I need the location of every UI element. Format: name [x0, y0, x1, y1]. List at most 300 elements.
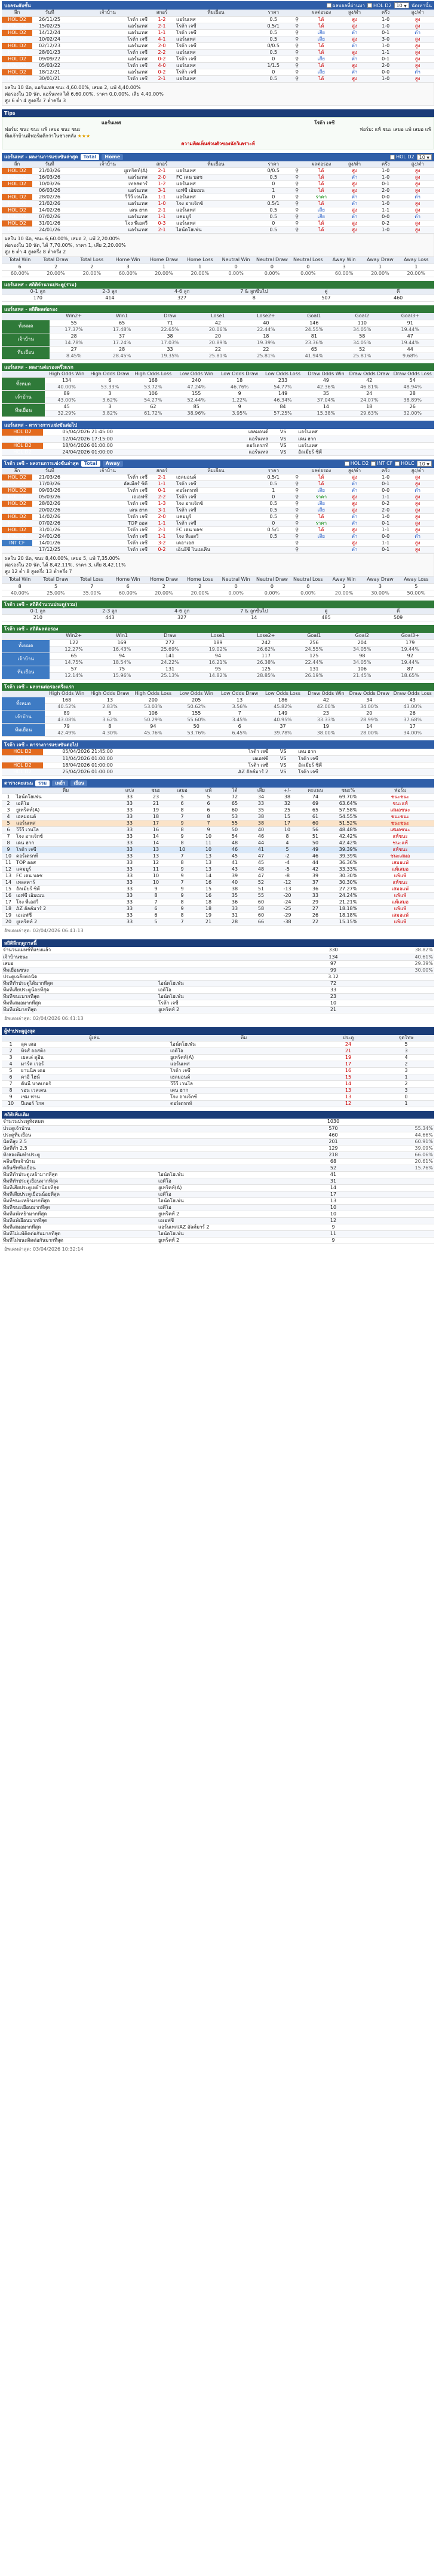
- odds-icon[interactable]: ⚲: [290, 56, 304, 62]
- scorer-rank: 4: [2, 1061, 20, 1068]
- away-team-link[interactable]: แอร์นเทส: [175, 62, 257, 69]
- tab-standings-away[interactable]: เยือน: [70, 780, 87, 786]
- home-team-link[interactable]: แอร์นเทส: [67, 42, 149, 49]
- tab-away[interactable]: Away: [103, 461, 123, 467]
- stat-team: [157, 1151, 300, 1158]
- column-header: High Odds Draw: [88, 691, 131, 697]
- ou-result: ต่ำ: [339, 201, 370, 207]
- home-team-link[interactable]: แอร์นเทส: [67, 56, 149, 62]
- league-badge: HOL D2: [2, 29, 32, 36]
- standings-ga: 51: [248, 886, 274, 893]
- away-team-link[interactable]: โจง พีเอสวี: [175, 534, 257, 540]
- stat-value: 6: [218, 724, 261, 730]
- stat-percent: 14.82%: [194, 672, 242, 679]
- away-team-link[interactable]: FC เดน บอช: [175, 174, 257, 181]
- column-header: High Odds Loss: [131, 691, 174, 697]
- stat-team: [157, 1125, 300, 1132]
- odds-icon[interactable]: ⚲: [290, 49, 304, 56]
- away-team-link[interactable]: เอฟซี เอ็มเมน: [175, 188, 257, 194]
- home-team-link[interactable]: แอร์นเทส: [67, 214, 149, 220]
- home-team-link[interactable]: แอร์นเทส: [67, 174, 149, 181]
- match-score: 1-1: [149, 520, 175, 527]
- wdl-count: 2: [146, 583, 182, 590]
- standings-d: 8: [169, 860, 195, 866]
- away-team-link[interactable]: แอร์นเทส: [297, 429, 434, 436]
- stat-team[interactable]: เอดีโอ: [157, 1191, 300, 1197]
- home-team-link[interactable]: เทลสตาร์: [67, 181, 149, 188]
- odds-icon[interactable]: ⚲: [290, 201, 304, 207]
- team-link[interactable]: เอดีโอ: [15, 801, 116, 807]
- home-team-link[interactable]: โรด้า เจซี: [67, 75, 149, 82]
- odds-icon[interactable]: ⚲: [290, 75, 304, 82]
- away-team-link[interactable]: FC เดน บอช: [175, 527, 257, 534]
- stat-team[interactable]: โรด้า เจซี: [157, 1000, 300, 1006]
- odds-icon[interactable]: ⚲: [290, 501, 304, 507]
- odds-icon[interactable]: ⚲: [290, 474, 304, 481]
- match-score: 2-1: [149, 227, 175, 234]
- stat-percent: 1.22%: [218, 397, 261, 404]
- standings-w: 6: [143, 912, 169, 919]
- home-team-link[interactable]: ยูเทร็คท์(A): [67, 168, 149, 174]
- home-team-link[interactable]: อัลเมียร์ ซิตี้: [67, 481, 149, 488]
- away-team-link[interactable]: เอ็นอีซี ไนเมเคิน: [175, 547, 257, 553]
- odds-icon[interactable]: ⚲: [290, 527, 304, 534]
- away-team-link[interactable]: เดน ฮาก: [297, 436, 434, 442]
- team-link[interactable]: โจง อาแจ็กซ์: [169, 1094, 318, 1101]
- away-team-link[interactable]: โรด้า เจซี: [175, 494, 257, 501]
- stat-team[interactable]: ยูเทร็คท์ 2: [157, 1237, 300, 1243]
- scorers-header: ผู้ทำประตูสูงสุด: [2, 1027, 434, 1035]
- away-team-link[interactable]: โรด้า เจซี: [175, 481, 257, 488]
- odds-icon[interactable]: ⚲: [290, 62, 304, 69]
- home-team-link[interactable]: โรด้า เจซี: [67, 540, 149, 547]
- match-score: 0-2: [149, 69, 175, 75]
- match-score: 3-2: [149, 540, 175, 547]
- odds-icon[interactable]: ⚲: [290, 181, 304, 188]
- column-header: ลีก: [2, 161, 32, 168]
- stat-value: 570: [300, 1125, 366, 1132]
- away-team-link[interactable]: แคมบูร์: [175, 514, 257, 520]
- match-row: [2, 23, 434, 29]
- column-header: Home Win: [110, 257, 146, 264]
- column-header: Lose1: [194, 313, 242, 320]
- standings-pts: 27: [300, 906, 330, 912]
- odds-icon[interactable]: ⚲: [290, 194, 304, 201]
- goals-count: 19: [318, 1055, 378, 1061]
- ou-result: สูง: [339, 207, 370, 214]
- ou-result: สูง: [339, 227, 370, 234]
- home-team-link[interactable]: โรด้า เจซี: [132, 762, 269, 768]
- stat-row: [2, 1171, 434, 1178]
- goals-count: 12: [318, 1101, 378, 1107]
- column-header: Draw Odds Loss: [391, 691, 434, 697]
- team-link[interactable]: เดน ฮาก: [15, 840, 116, 847]
- ht-ou-result: สูง: [401, 501, 434, 507]
- wdl-count: 2: [326, 583, 362, 590]
- stat-value: 11: [300, 1230, 366, 1237]
- standings-ga: 40: [248, 827, 274, 834]
- match-score: 3-1: [149, 507, 175, 514]
- home-team-link[interactable]: โจง พีเอสวี: [67, 220, 149, 227]
- team-link[interactable]: เทลสตาร์: [15, 880, 116, 886]
- home-team-link[interactable]: แอร์นเทส: [67, 29, 149, 36]
- odds-icon[interactable]: ⚲: [290, 520, 304, 527]
- home-team-link[interactable]: TOP ออส: [67, 520, 149, 527]
- team-link[interactable]: เฮลมอนด์: [169, 1074, 318, 1081]
- odds-icon[interactable]: ⚲: [290, 23, 304, 29]
- away-team-link[interactable]: เฮลมอนด์: [175, 474, 257, 481]
- away-team-link[interactable]: แอร์นเทส: [175, 16, 257, 23]
- odds-icon[interactable]: ⚲: [290, 42, 304, 49]
- home-team-link[interactable]: โรด้า เจซี: [67, 514, 149, 520]
- away-team-link[interactable]: แอร์นเทส: [175, 36, 257, 42]
- odds-icon[interactable]: ⚲: [290, 16, 304, 23]
- stat-row: [2, 1119, 434, 1125]
- home-ou-table: [2, 371, 434, 418]
- halftime-score: 0-1: [370, 56, 401, 62]
- handicap-value: 0.5: [257, 16, 290, 23]
- home-team-link[interactable]: โรด้า เจซี: [67, 534, 149, 540]
- team-link[interactable]: ดอร์เดรกท์: [169, 1101, 318, 1107]
- home-team-link[interactable]: แอร์นเทส: [67, 188, 149, 194]
- away-team-link[interactable]: แอร์นเทส: [175, 168, 257, 174]
- away-team-link[interactable]: โรด้า เจซี: [175, 23, 257, 29]
- standings-ga: 55: [248, 893, 274, 899]
- halftime-score: 0-0: [370, 69, 401, 75]
- stat-team[interactable]: เอดีโอ: [157, 987, 300, 993]
- stat-team[interactable]: แอร์นเทส/AZ อัลค์มาร์ 2: [157, 1224, 300, 1230]
- team-form: แพ้ชนะ: [366, 847, 434, 853]
- team-link[interactable]: โรด้า เจซี: [15, 847, 116, 853]
- home-league-filter[interactable]: HOL D2: [390, 154, 414, 160]
- away-team-link[interactable]: ดอร์เดรกท์: [175, 488, 257, 494]
- home-team-link[interactable]: วีวีวี เวนโล: [67, 194, 149, 201]
- away-team-link[interactable]: แอร์นเทส: [175, 220, 257, 227]
- ht-ou-result: สูง: [401, 474, 434, 481]
- standings-d: 9: [169, 873, 195, 880]
- standings-pct: 36.36%: [330, 860, 366, 866]
- odds-icon[interactable]: ⚲: [290, 168, 304, 174]
- team-link[interactable]: โจง พีเอสวี: [15, 899, 116, 906]
- standings-p: 33: [116, 893, 143, 899]
- team-link[interactable]: วีวีวี เวนโล: [15, 827, 116, 834]
- odds-icon[interactable]: ⚲: [290, 534, 304, 540]
- scorers-table: [2, 1035, 434, 1108]
- column-header: Goal1: [290, 633, 338, 639]
- team-link[interactable]: แคมบูร์: [15, 866, 116, 873]
- standings-gf: 35: [222, 893, 248, 899]
- home-team-link[interactable]: โรด้า เจซี: [67, 474, 149, 481]
- stat-percent-row: [2, 411, 434, 417]
- home-team-link[interactable]: AZ อัลค์มาร์ 2: [132, 768, 269, 775]
- stat-label: เจ้าบ้าน: [2, 710, 45, 724]
- home-team-link[interactable]: แอร์นเทส: [67, 201, 149, 207]
- goal-count: 507: [290, 295, 363, 302]
- stat-value: 168: [45, 697, 88, 704]
- away-count-select[interactable]: 10 ▼: [417, 461, 432, 467]
- team-link[interactable]: โจง อาแจ็กซ์: [15, 834, 116, 840]
- team-link[interactable]: TOP ออส: [15, 860, 116, 866]
- away-team-link[interactable]: อัลเมียร์ ซิตี้: [297, 762, 434, 768]
- home-team-link[interactable]: โรด้า เจซี: [67, 62, 149, 69]
- standings-pct: 57.58%: [330, 807, 366, 814]
- home-team-link[interactable]: เดน ฮาก: [67, 207, 149, 214]
- wdl-percent: 0.00%: [218, 590, 254, 596]
- odds-icon[interactable]: ⚲: [290, 220, 304, 227]
- tab-total-away[interactable]: Total: [81, 461, 100, 467]
- stat-percent: 24.22%: [146, 659, 194, 666]
- stat-team[interactable]: ยูเทร็คท์ 2: [157, 1006, 300, 1013]
- ht-ou-result: สูง: [401, 62, 434, 69]
- column-header: Goal1: [290, 313, 338, 320]
- halftime-score: 0-1: [370, 520, 401, 527]
- stat-team[interactable]: ไอน์ดโฮเฟ่น: [157, 993, 300, 1000]
- handicap-value: [257, 540, 290, 547]
- home-team-link[interactable]: เอเอฟซี: [67, 494, 149, 501]
- odds-icon[interactable]: ⚲: [290, 547, 304, 553]
- rank-position: 12: [2, 866, 15, 873]
- home-team-link[interactable]: โรด้า เจซี: [67, 547, 149, 553]
- home-team-link[interactable]: แอร์นเทส: [132, 436, 269, 442]
- team-link[interactable]: FC เดน บอช: [15, 873, 116, 880]
- halftime-score: 0-0: [370, 214, 401, 220]
- team-link[interactable]: เดน ฮาก: [169, 1088, 318, 1094]
- wdl-percent: 40.00%: [2, 590, 38, 596]
- away-team-link[interactable]: แอร์นเทส: [297, 442, 434, 449]
- ou-result: สูง: [339, 494, 370, 501]
- tab-standings-home[interactable]: เหย้า: [52, 780, 68, 786]
- stat-label: ทีมเยือน: [2, 724, 45, 737]
- match-score: 0-2: [149, 547, 175, 553]
- stat-percent: 37.04%: [305, 397, 348, 404]
- stat-percent-row: [2, 659, 434, 666]
- team-link[interactable]: ยูเทร็คท์(A): [15, 807, 116, 814]
- vs-label: VS: [269, 436, 297, 442]
- team-link[interactable]: ไอน์ดโฮเฟ่น: [15, 794, 116, 801]
- vs-label: VS: [269, 762, 297, 768]
- column-header: วันที่: [32, 10, 67, 16]
- home-team-link[interactable]: โรด้า เจซี: [132, 749, 269, 755]
- column-header: Total Draw: [38, 257, 73, 264]
- away-team-link[interactable]: โรด้า เจซี: [175, 42, 257, 49]
- upcoming-row: [2, 429, 434, 436]
- team-link[interactable]: โรด้า เจซี: [169, 1068, 318, 1074]
- home-team-link[interactable]: โรด้า เจซี: [67, 501, 149, 507]
- away-team-link[interactable]: โรด้า เจซี: [175, 520, 257, 527]
- league-badge: HOL D2: [2, 16, 32, 23]
- stat-team[interactable]: เอดีโอ: [157, 1204, 300, 1211]
- stat-row: [2, 947, 434, 954]
- stat-team[interactable]: ไอน์ดโฮเฟ่น: [157, 1197, 300, 1204]
- odds-icon[interactable]: ⚲: [290, 174, 304, 181]
- halftime-score: 0-1: [370, 181, 401, 188]
- away-team-link[interactable]: ไอน์ดโฮเฟ่น: [175, 227, 257, 234]
- away-league-filter-3[interactable]: HOLC: [395, 461, 414, 466]
- team-link[interactable]: วีวีวี เวนโล: [169, 1081, 318, 1088]
- home-team-link[interactable]: แอร์นเทส: [67, 23, 149, 29]
- away-team-link[interactable]: อัลเมียร์ ซิตี้: [297, 449, 434, 455]
- away-team-link[interactable]: แอร์นเทส: [175, 75, 257, 82]
- team-link[interactable]: เฮลมอนด์: [15, 814, 116, 820]
- away-team-link[interactable]: แอร์นเทส: [175, 207, 257, 214]
- stat-label: จำนวนประตูทั้งหมด: [2, 1119, 157, 1125]
- home-team-link[interactable]: เอเอฟซี: [132, 755, 269, 762]
- standings-pct: 30.30%: [330, 873, 366, 880]
- match-score: 2-1: [149, 527, 175, 534]
- home-team-link[interactable]: ดอร์เดรกท์: [132, 442, 269, 449]
- standings-w: 10: [143, 873, 169, 880]
- home-team-link[interactable]: เดน ฮาก: [67, 507, 149, 514]
- stat-value: 21: [300, 1006, 366, 1013]
- stat-percent: 50.29%: [131, 717, 174, 724]
- match-row: [2, 42, 434, 49]
- stat-value: 200: [131, 697, 174, 704]
- away-team-link[interactable]: โจง อาแจ็กซ์: [175, 501, 257, 507]
- home-team-link[interactable]: แอร์นเทส: [67, 69, 149, 75]
- tab-standings-all[interactable]: รวม: [35, 780, 50, 786]
- away-team-link[interactable]: แอร์นเทส: [175, 49, 257, 56]
- home-team-link[interactable]: แอร์นเทส: [67, 227, 149, 234]
- standings-w: 14: [143, 840, 169, 847]
- past-results-checkbox[interactable]: ผลบอลที่ผ่านมา: [327, 2, 365, 10]
- standings-w: 8: [143, 893, 169, 899]
- standings-ga: 38: [248, 814, 274, 820]
- away-team-link[interactable]: โรด้า เจซี: [297, 768, 434, 775]
- away-team-link[interactable]: เคอาเอส: [175, 540, 257, 547]
- away-team-link[interactable]: แอร์นเทส: [175, 194, 257, 201]
- odds-icon[interactable]: ⚲: [290, 507, 304, 514]
- team-link[interactable]: เอเอฟซี: [15, 912, 116, 919]
- tab-home[interactable]: Home: [102, 154, 123, 160]
- home-team-link[interactable]: โรด้า เจซี: [67, 488, 149, 494]
- odds-icon[interactable]: ⚲: [290, 29, 304, 36]
- away-team-link[interactable]: แคมบูร์: [175, 214, 257, 220]
- match-score: 1-1: [149, 534, 175, 540]
- penalty-count: 3: [378, 1048, 434, 1055]
- odds-icon[interactable]: ⚲: [290, 494, 304, 501]
- odds-icon[interactable]: ⚲: [290, 227, 304, 234]
- standings-gf: 36: [222, 899, 248, 906]
- odds-icon[interactable]: ⚲: [290, 36, 304, 42]
- home-team-link[interactable]: เฮลมอนด์: [132, 429, 269, 436]
- away-team-link[interactable]: โรด้า เจซี: [175, 56, 257, 62]
- home-team-link[interactable]: โรด้า เจซี: [67, 49, 149, 56]
- stat-value: 10: [300, 1211, 366, 1217]
- stat-team[interactable]: เอเอฟซี: [157, 1217, 300, 1224]
- odds-icon[interactable]: ⚲: [290, 481, 304, 488]
- team-link[interactable]: แอร์นเทส: [15, 820, 116, 827]
- odds-icon[interactable]: ⚲: [290, 214, 304, 220]
- away-team-link[interactable]: เดน ฮาก: [297, 749, 434, 755]
- standings-p: 33: [116, 827, 143, 834]
- stat-value: 33: [146, 346, 194, 353]
- team-link[interactable]: เอฟซี เอ็มเมน: [15, 893, 116, 899]
- wdl-percent: 60.00%: [2, 270, 38, 277]
- home-team-link[interactable]: โรด้า เจซี: [67, 36, 149, 42]
- wdl-count: 3: [326, 264, 362, 270]
- wdl-count: 6: [110, 583, 146, 590]
- stat-team[interactable]: ยูเทร็คท์(A): [157, 1184, 300, 1191]
- standings-p: 33: [116, 906, 143, 912]
- ou-result: สูง: [339, 168, 370, 174]
- home-team-link[interactable]: แอร์นเทส: [132, 449, 269, 455]
- team-link[interactable]: ดอร์เดรกท์: [15, 853, 116, 860]
- away-league-filter-2[interactable]: INT CF: [371, 461, 392, 466]
- away-team-link[interactable]: แอร์นเทส: [175, 181, 257, 188]
- odds-icon[interactable]: ⚲: [290, 514, 304, 520]
- team-form: เสมอแพ้: [366, 886, 434, 893]
- halftime-score: 0-0: [370, 488, 401, 494]
- player-name: ดันนี่ บาคเกอร์: [20, 1081, 169, 1088]
- stat-label: ทีมที่เสมอมากที่สุด: [2, 1224, 157, 1230]
- away-team-link[interactable]: โรด้า เจซี: [175, 29, 257, 36]
- league-badge: HOL D2: [2, 749, 43, 755]
- stat-value: 47: [386, 333, 435, 339]
- team-link[interactable]: AZ อัลค์มาร์ 2: [15, 906, 116, 912]
- column-header: Away Win: [326, 257, 362, 264]
- away-team-link[interactable]: โรด้า เจซี: [297, 755, 434, 762]
- team-link[interactable]: อัลเมียร์ ซิตี้: [15, 886, 116, 893]
- away-team-link[interactable]: โรด้า เจซี: [175, 507, 257, 514]
- rank-position: 7: [2, 834, 15, 840]
- stat-percent: 53.72%: [131, 384, 174, 391]
- stat-team[interactable]: ไอน์ดโฮเฟ่น: [157, 1230, 300, 1237]
- match-date: 26/11/25: [32, 16, 67, 23]
- stat-team[interactable]: ไอน์ดโฮเฟ่น: [157, 1171, 300, 1178]
- odds-icon[interactable]: ⚲: [290, 188, 304, 194]
- standings-ga: 46: [248, 834, 274, 840]
- standings-gd: 38: [274, 794, 300, 801]
- stat-team[interactable]: ยูเทร็คท์ 2: [157, 1211, 300, 1217]
- odds-icon[interactable]: ⚲: [290, 488, 304, 494]
- stat-value: 41: [300, 1171, 366, 1178]
- team-link[interactable]: ยูเทร็คท์(A): [169, 1055, 318, 1061]
- stat-percent-row: [2, 384, 434, 391]
- stat-team[interactable]: ไอน์ดโฮเฟ่น: [157, 980, 300, 987]
- home-team-link[interactable]: โรด้า เจซี: [67, 527, 149, 534]
- team-link[interactable]: ยูเทร็คท์ 2: [15, 919, 116, 926]
- rank-position: 10: [2, 853, 15, 860]
- team-link[interactable]: แอร์นเทส: [169, 1061, 318, 1068]
- away-team-link[interactable]: โจง อาแจ็กซ์: [175, 201, 257, 207]
- stat-percent: 48.94%: [391, 384, 434, 391]
- penalty-count: 2: [378, 1081, 434, 1088]
- match-row: [2, 188, 434, 194]
- stat-percent: [366, 1006, 434, 1013]
- stat-team[interactable]: เอดีโอ: [157, 1178, 300, 1184]
- handicap-result: ได้: [304, 168, 339, 174]
- team-link[interactable]: ไอน์ดโฮเฟ่น: [169, 1042, 318, 1048]
- home-count-select[interactable]: 10 ▼: [417, 154, 432, 160]
- league-filter-checkbox[interactable]: HOL D2: [367, 3, 392, 8]
- stat-value: 37: [98, 333, 146, 339]
- odds-icon[interactable]: ⚲: [290, 540, 304, 547]
- team-form: เสมอชนะ: [366, 807, 434, 814]
- odds-icon[interactable]: ⚲: [290, 207, 304, 214]
- home-team-link[interactable]: โรด้า เจซี: [67, 16, 149, 23]
- odds-icon[interactable]: ⚲: [290, 69, 304, 75]
- match-count-select[interactable]: 10 ▼: [394, 2, 409, 8]
- tab-total[interactable]: Total: [81, 154, 100, 160]
- column-header: สูง/ต่ำ: [339, 161, 370, 168]
- stat-value: 3: [88, 391, 131, 397]
- upcoming-row: [2, 762, 434, 768]
- standings-row: [2, 860, 434, 866]
- away-league-filter[interactable]: HOL D2: [345, 461, 369, 466]
- team-link[interactable]: เอดีโอ: [169, 1048, 318, 1055]
- away-team-link[interactable]: โรด้า เจซี: [175, 69, 257, 75]
- standings-d: 10: [169, 847, 195, 853]
